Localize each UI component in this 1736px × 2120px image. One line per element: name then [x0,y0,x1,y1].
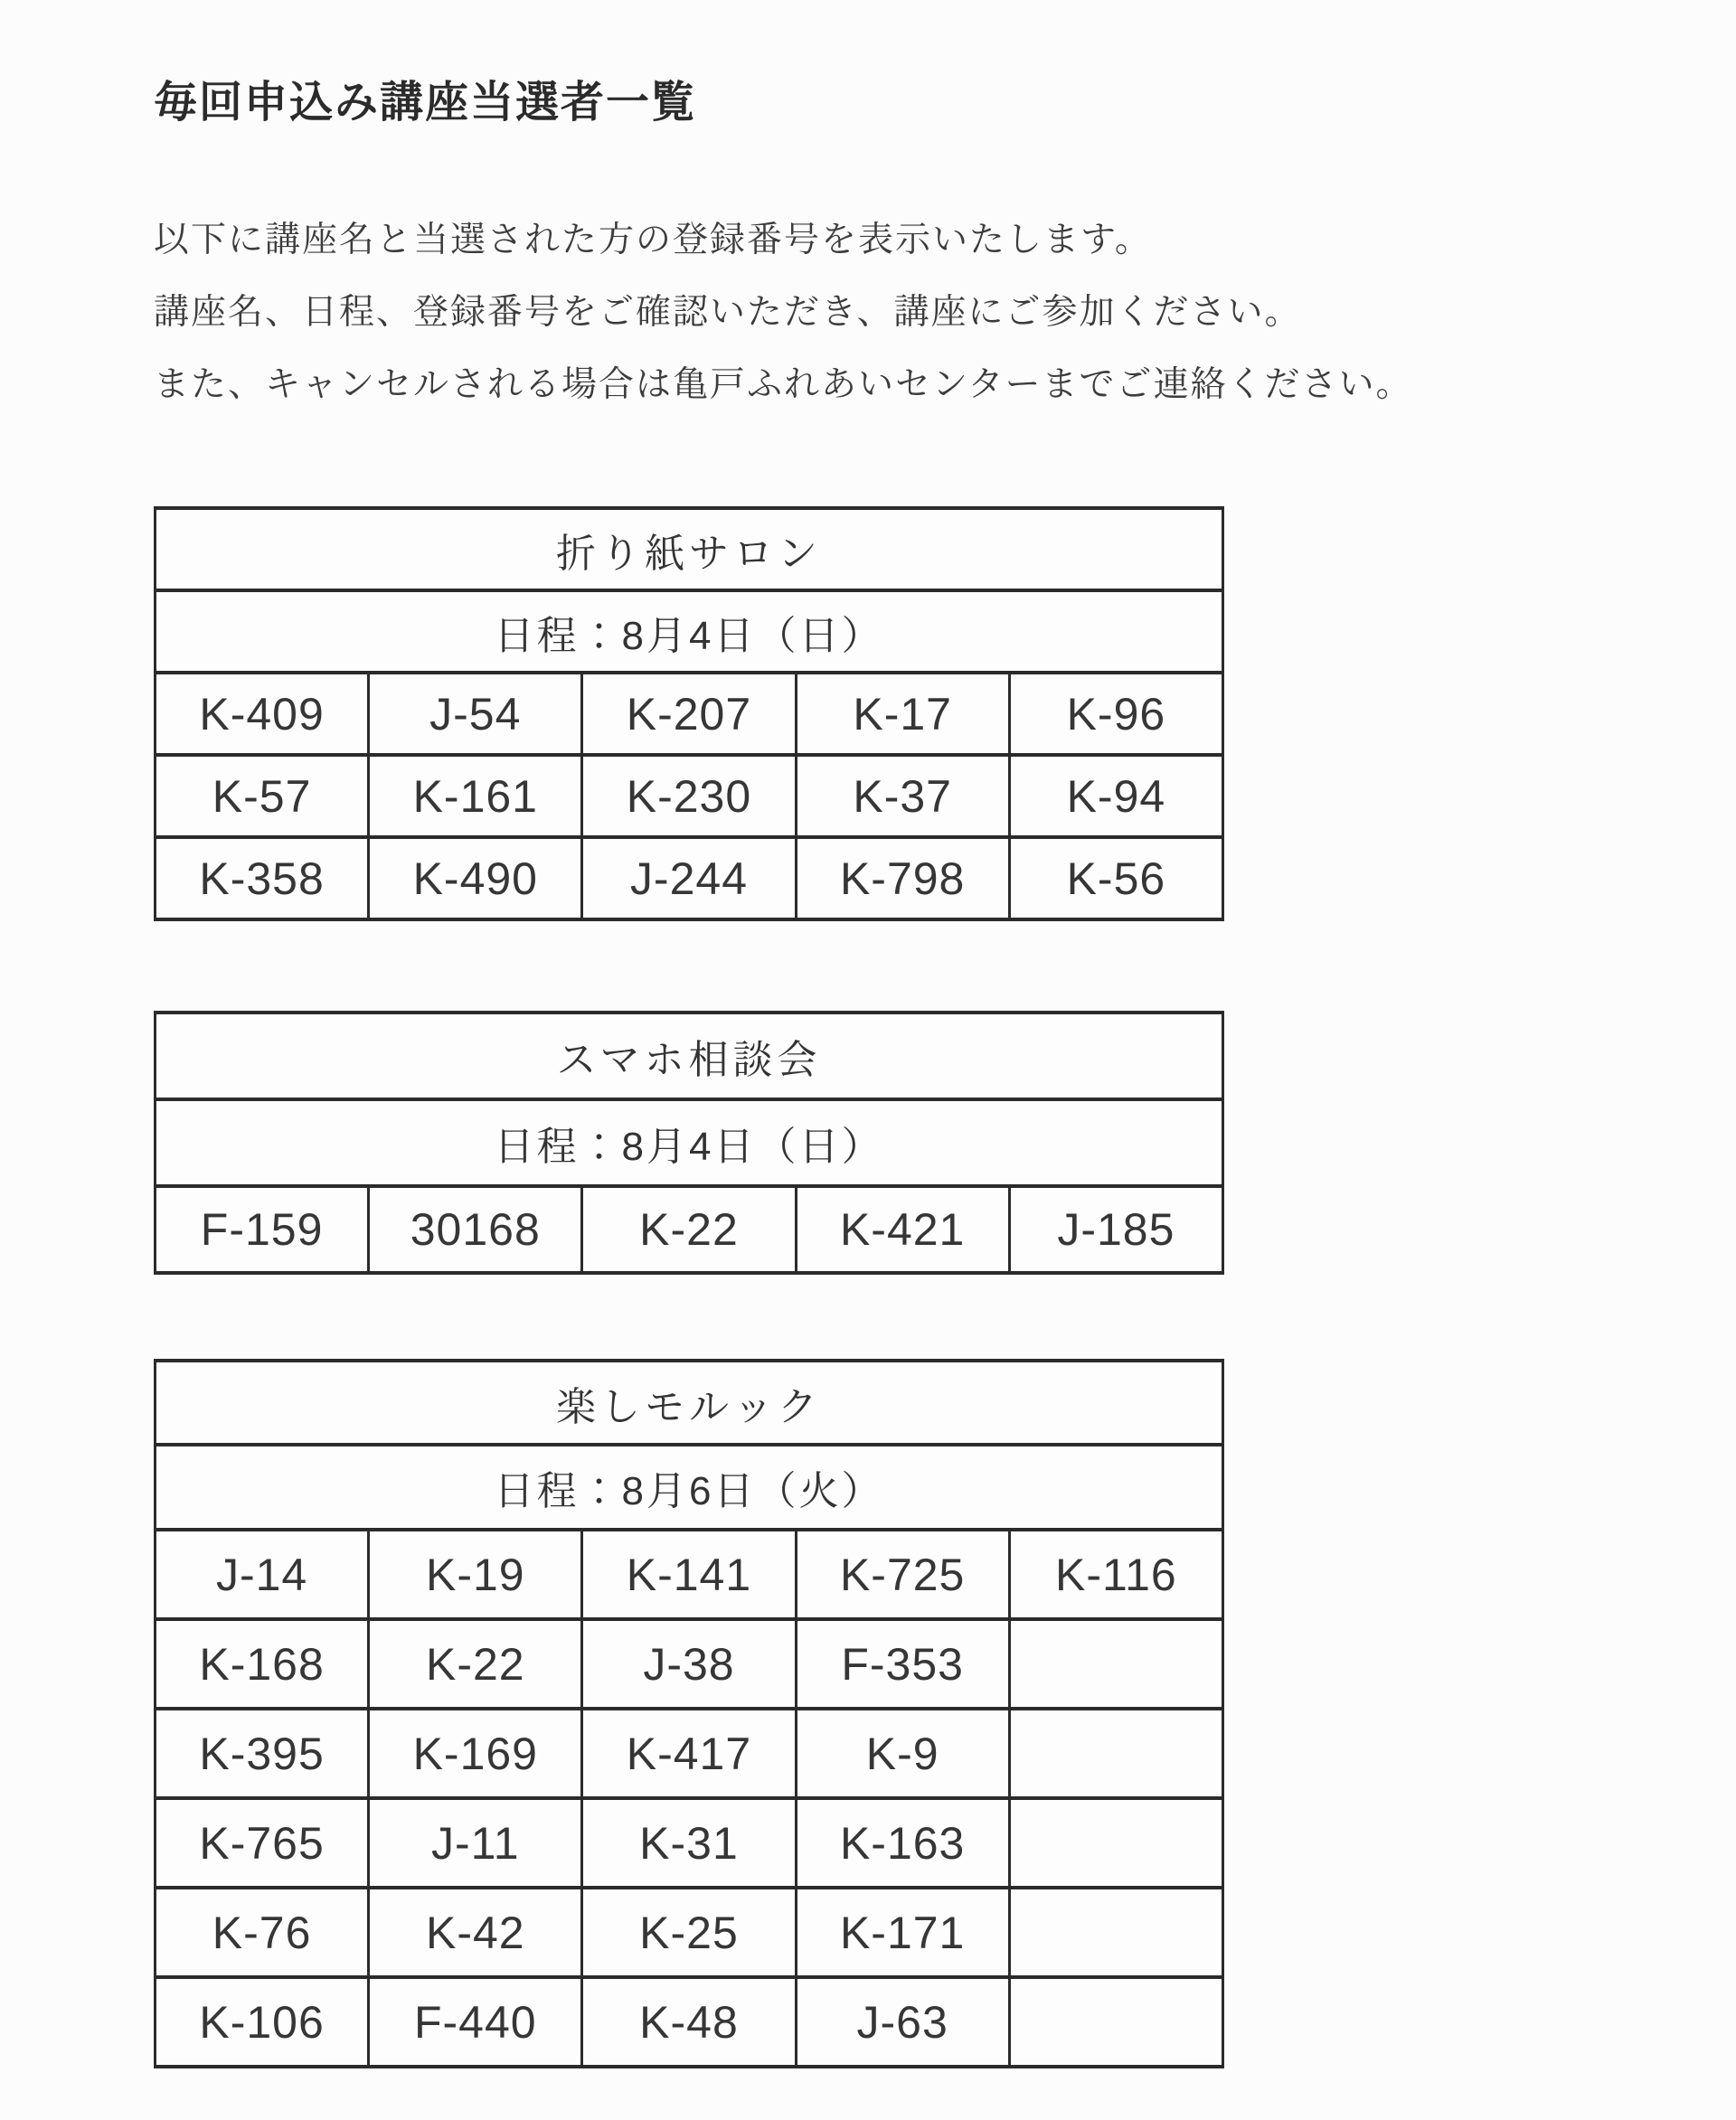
course-schedule-cell: 日程：8月4日（日） [156,1099,1223,1186]
registration-number-cell: K-141 [582,1530,796,1619]
registration-number-cell: K-207 [582,673,796,755]
registration-number-cell: K-42 [369,1888,582,1977]
registration-number-cell: K-31 [582,1798,796,1888]
registration-number-cell: K-163 [796,1798,1009,1888]
registration-number-cell: F-353 [796,1619,1009,1709]
registration-number-cell: 30168 [369,1186,582,1273]
registration-number-cell: K-171 [796,1888,1009,1977]
registration-number-cell: K-169 [369,1709,582,1798]
registration-number-cell: J-38 [582,1619,796,1709]
course-name-row [156,1013,1223,1099]
winner-row [156,1619,1223,1709]
page-title: 毎回申込み講座当選者一覧 [154,79,697,127]
course-name-row [156,1361,1223,1445]
registration-number-cell: K-94 [1009,755,1222,837]
registration-number-cell: K-358 [156,837,369,919]
course-schedule-cell: 日程：8月6日（火） [156,1445,1223,1530]
registration-number-cell: J-63 [796,1977,1009,2067]
registration-number-cell: K-230 [582,755,796,837]
registration-number-cell: K-9 [796,1709,1009,1798]
course-schedule-row [156,1099,1223,1186]
registration-number-cell: K-106 [156,1977,369,2067]
winner-row [156,1977,1223,2067]
registration-number-cell: K-421 [796,1186,1009,1273]
intro-line-1: 以下に講座名と当選された方の登録番号を表示いたします。 [154,221,1152,259]
registration-number-cell: K-57 [156,755,369,837]
registration-number-cell: K-765 [156,1798,369,1888]
registration-number-cell: K-48 [582,1977,796,2067]
winner-row [156,837,1223,919]
registration-number-cell: K-76 [156,1888,369,1977]
course-name-cell: スマホ相談会 [156,1013,1223,1099]
registration-number-cell: K-19 [369,1530,582,1619]
registration-number-cell: J-244 [582,837,796,919]
registration-number-cell: K-395 [156,1709,369,1798]
registration-number-cell: K-22 [582,1186,796,1273]
empty-cell [1009,1619,1222,1709]
registration-number-cell: K-168 [156,1619,369,1709]
registration-number-cell: K-37 [796,755,1009,837]
table-molkky [154,1359,1224,2068]
empty-cell [1009,1798,1222,1888]
empty-cell [1009,1977,1222,2067]
registration-number-cell: K-161 [369,755,582,837]
intro-line-2: 講座名、日程、登録番号をご確認いただき、講座にご参加ください。 [154,293,1302,332]
winner-row [156,1709,1223,1798]
winner-row [156,1530,1223,1619]
intro-line-3: また、キャンセルされる場合は亀戸ふれあいセンターまでご連絡ください。 [154,365,1413,404]
winner-row [156,1888,1223,1977]
winner-row [156,1798,1223,1888]
registration-number-cell: K-409 [156,673,369,755]
winner-row [156,755,1223,837]
registration-number-cell: K-17 [796,673,1009,755]
course-schedule-row [156,1445,1223,1530]
registration-number-cell: K-798 [796,837,1009,919]
course-schedule-cell: 日程：8月4日（日） [156,590,1223,673]
registration-number-cell: F-159 [156,1186,369,1273]
winner-row [156,1186,1223,1273]
registration-number-cell: J-54 [369,673,582,755]
registration-number-cell: K-116 [1009,1530,1222,1619]
course-name-row [156,508,1223,590]
registration-number-cell: K-417 [582,1709,796,1798]
course-name-cell: 折り紙サロン [156,508,1223,590]
table-origami-salon [154,506,1224,921]
course-schedule-row [156,590,1223,673]
intro-paragraph [154,204,1582,421]
empty-cell [1009,1709,1222,1798]
registration-number-cell: J-185 [1009,1186,1222,1273]
course-name-cell: 楽しモルック [156,1361,1223,1445]
registration-number-cell: K-725 [796,1530,1009,1619]
registration-number-cell: K-56 [1009,837,1222,919]
registration-number-cell: K-96 [1009,673,1222,755]
empty-cell [1009,1888,1222,1977]
table-smartphone-consultation [154,1011,1224,1275]
registration-number-cell: K-490 [369,837,582,919]
registration-number-cell: J-11 [369,1798,582,1888]
registration-number-cell: J-14 [156,1530,369,1619]
registration-number-cell: K-22 [369,1619,582,1709]
winner-row [156,673,1223,755]
registration-number-cell: K-25 [582,1888,796,1977]
registration-number-cell: F-440 [369,1977,582,2067]
